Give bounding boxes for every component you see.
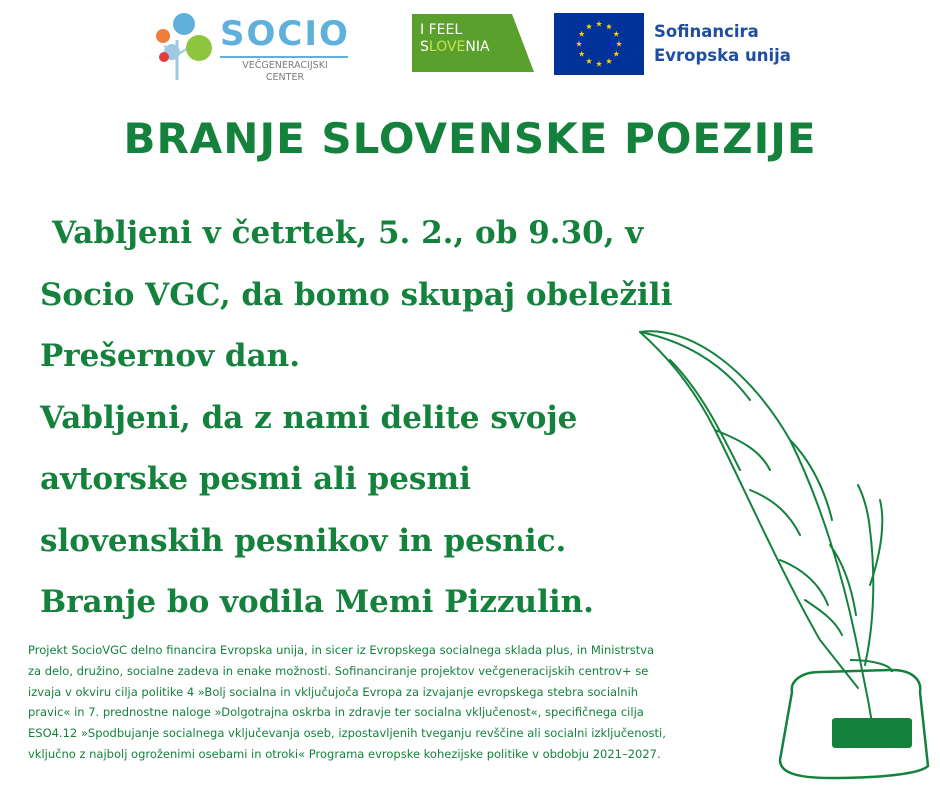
slovenia-line2-pre: S — [420, 39, 429, 55]
eu-stars — [554, 13, 644, 75]
eu-star — [586, 58, 592, 64]
logo-bar — [0, 0, 940, 90]
slovenia-line2-post: NIA — [465, 39, 490, 55]
page-title: BRANJE SLOVENSKE POEZIJE — [123, 114, 817, 163]
socio-logo-subtitle — [220, 60, 350, 84]
socio-subtitle-line1: VEČGENERACIJSKI — [242, 60, 328, 71]
eu-star — [613, 31, 619, 37]
eu-star — [576, 41, 582, 47]
eu-star — [606, 23, 612, 29]
footnote-line: izvaja v okviru cilja politike 4 »Bolj socialna in vključujoča Evropa za izvajanje evropskega stebra socialnih — [28, 684, 639, 699]
slovenia-logo-text — [420, 22, 490, 56]
invitation-line: avtorske pesmi ali pesmi — [40, 461, 471, 497]
quill-inkwell-icon — [620, 320, 940, 780]
eu-line2: Evropska unija — [654, 46, 791, 65]
footnote-line: pravic« in 7. prednostne naloge »Dolgotrajna oskrba in zdravje ter socialna vključenost«, specifičnega cilja — [28, 705, 644, 720]
socio-logo — [150, 10, 360, 85]
inkwell-label — [832, 718, 912, 748]
eu-line1: Sofinancira — [654, 22, 759, 41]
footnote-line: vključno z najbolj ogroženimi osebami in otroki« Programa evropske kohezijske politike v obdobju 2021–2027. — [28, 746, 661, 761]
eu-star — [606, 58, 612, 64]
invitation-line: Branje bo vodila Memi Pizzulin. — [40, 584, 594, 620]
eu-star — [586, 23, 592, 29]
footnote-line: Projekt SocioVGC delno financira Evropska unija, in sicer iz Evropskega socialnega sklada plus, in Ministrstva — [28, 643, 655, 657]
eu-flag-icon — [554, 13, 644, 75]
eu-star — [579, 31, 585, 37]
slovenia-line1: I FEEL — [420, 22, 463, 38]
invitation-line: slovenskih pesnikov in pesnic. — [40, 522, 567, 559]
socio-subtitle-line2: CENTER — [265, 72, 305, 83]
socio-tree-icon — [150, 10, 220, 85]
footnote-line: za delo, družino, socialne zadeva in enake možnosti. Sofinanciranje projektov večgeneracijskih centrov+ se — [28, 663, 649, 678]
eu-star — [616, 41, 622, 47]
footnote-line: ESO4.12 »Spodbujanje socialnega vključevanja oseb, izpostavljenih tveganju revščine ali socialni izključenosti, — [28, 726, 666, 741]
eu-star — [613, 51, 619, 57]
eu-star — [596, 21, 602, 27]
socio-logo-rule — [220, 56, 348, 58]
invitation-line: Socio VGC, da bomo skupaj obeležili — [40, 276, 673, 313]
eu-star — [596, 61, 602, 67]
eu-cofinanced-label — [654, 20, 791, 68]
socio-logo-name: SOCIO — [220, 14, 350, 54]
slovenia-line2 — [420, 39, 490, 56]
invitation-line: Prešernov dan. — [40, 338, 300, 374]
eu-star — [579, 51, 585, 57]
invitation-line: Vabljeni v četrtek, 5. 2., ob 9.30, v — [52, 215, 644, 251]
slovenia-line2-love: LOVE — [428, 39, 466, 55]
invitation-line: Vabljeni, da z nami delite svoje — [40, 399, 578, 436]
slovenia-logo — [412, 14, 534, 72]
